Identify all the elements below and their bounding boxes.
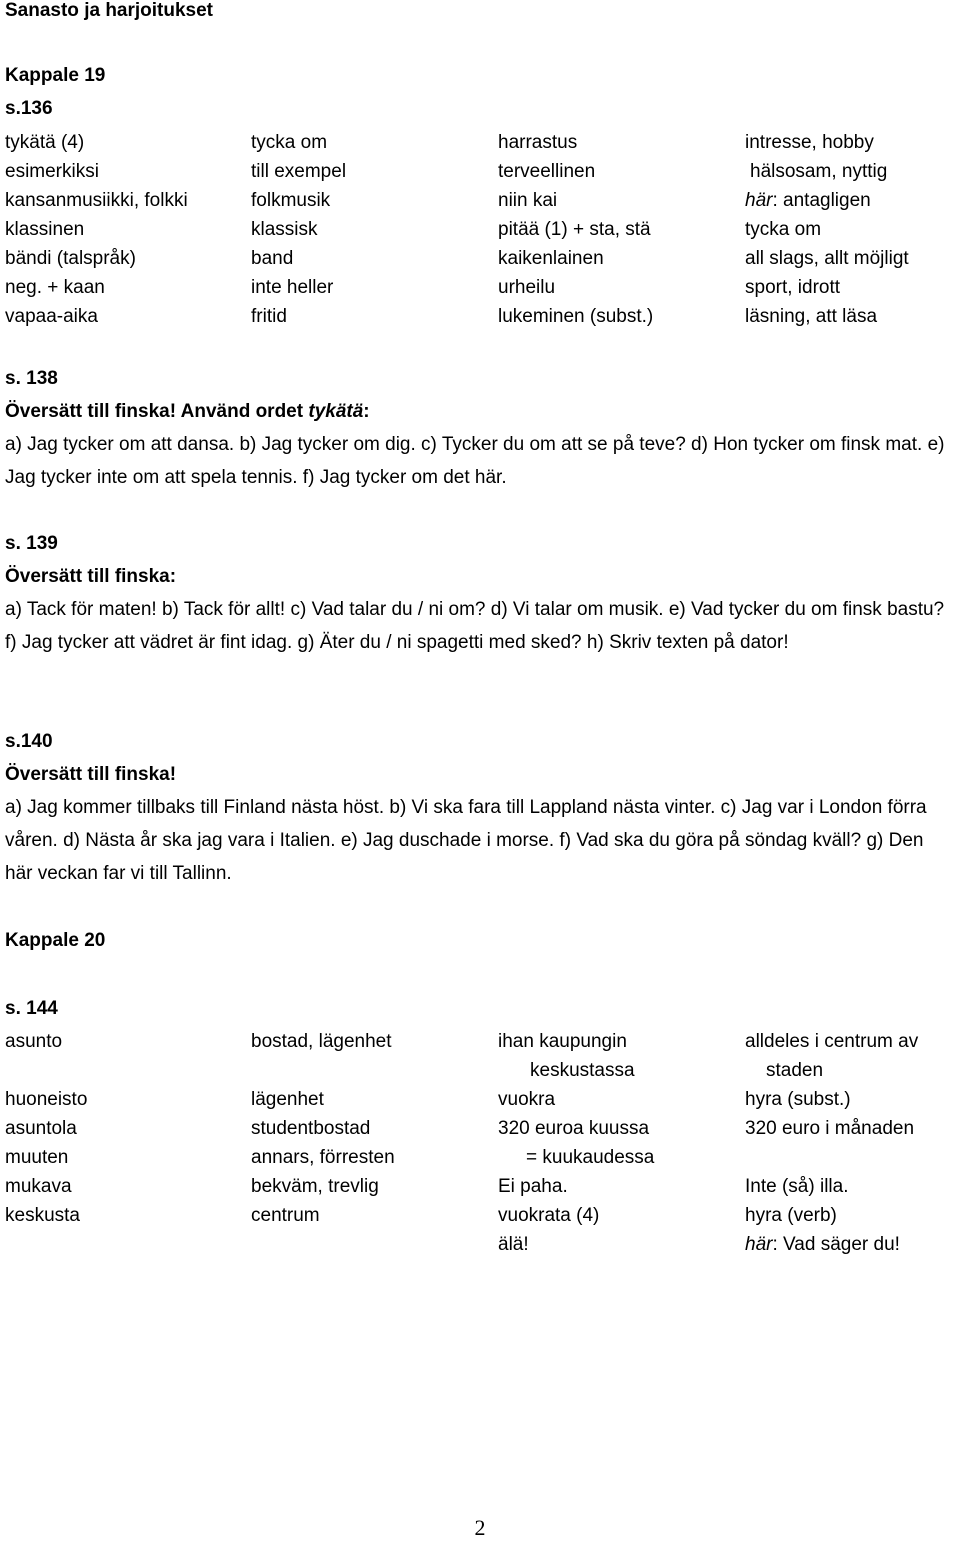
vocab-swedish: inte heller [251, 277, 334, 298]
vocab-finnish: tykätä (4) [5, 132, 85, 153]
vocab-finnish: lukeminen (subst.) [498, 306, 654, 327]
document-title: Sanasto ja harjoitukset [5, 0, 214, 21]
vocab-swedish: folkmusik [251, 190, 331, 211]
vocab-finnish: bändi (talspråk) [5, 248, 136, 269]
vocab-finnish: Ei paha. [498, 1176, 568, 1197]
vocab-swedish: tycka om [745, 219, 822, 240]
instruction-text: Översätt till finska! Använd ordet [5, 401, 309, 422]
vocab-swedish: all slags, allt möjligt [745, 248, 909, 269]
vocab-swedish: hyra (subst.) [745, 1089, 851, 1110]
vocab-finnish: pitää (1) + sta, stä [498, 219, 651, 240]
vocab-swedish: annars, förresten [251, 1147, 395, 1168]
vocab-finnish: huoneisto [5, 1089, 88, 1110]
vocab-finnish: esimerkiksi [5, 161, 99, 182]
vocab-finnish: = kuukaudessa [526, 1147, 655, 1168]
chapter-20-heading: Kappale 20 [5, 930, 106, 951]
vocab-finnish: vapaa-aika [5, 306, 98, 327]
vocab-finnish: vuokra [498, 1089, 556, 1110]
vocab-finnish: neg. + kaan [5, 277, 105, 298]
vocab-swedish: fritid [251, 306, 287, 327]
vocab-swedish: band [251, 248, 294, 269]
page-ref-140: s.140 [5, 731, 53, 752]
vocab-swedish: intresse, hobby [745, 132, 874, 153]
page-ref-138: s. 138 [5, 368, 58, 389]
exercise-text: a) Jag kommer tillbaks till Finland nästa höst. b) Vi ska fara till Lappland nästa vinter. c) Jag var i London förra våren. d) Nästa år ska jag vara i Italien. e) Jag duschade i morse. f) Vad ska du göra på söndag kväll? g) Den här veckan far vi till Tallinn. [5, 797, 927, 884]
vocab-swedish: klassisk [251, 219, 318, 240]
italic-note-rest: : antagligen [772, 190, 871, 211]
exercise-instruction: Översätt till finska: [5, 566, 177, 587]
italic-note-rest: : Vad säger du! [772, 1234, 900, 1255]
exercise-text: a) Jag tycker om att dansa. b) Jag tycker om dig. c) Tycker du om att se på teve? d) Hon tycker om finsk mat. e) Jag tycker inte om att spela tennis. f) Jag tycker om det här. [5, 434, 945, 488]
vocab-swedish: hyra (verb) [745, 1205, 837, 1226]
vocab-finnish: muuten [5, 1147, 69, 1168]
page-ref-136: s.136 [5, 98, 53, 119]
vocab-swedish: hälsosam, nyttig [750, 161, 888, 182]
vocab-swedish [745, 190, 871, 212]
vocab-swedish: centrum [251, 1205, 320, 1226]
vocab-swedish: sport, idrott [745, 277, 841, 298]
vocab-finnish: kaikenlainen [498, 248, 604, 269]
page-number: 2 [474, 1515, 486, 1540]
chapter-19-heading: Kappale 19 [5, 65, 106, 86]
vocab-finnish: kansanmusiikki, folkki [5, 190, 188, 211]
vocab-swedish: tycka om [251, 132, 328, 153]
vocab-finnish: terveellinen [498, 161, 596, 182]
exercise-instruction [5, 401, 370, 423]
vocab-finnish: älä! [498, 1234, 529, 1255]
vocab-swedish: till exempel [251, 161, 347, 182]
vocab-finnish: urheilu [498, 277, 556, 298]
vocab-finnish: niin kai [498, 190, 558, 211]
vocab-finnish: harrastus [498, 132, 578, 153]
vocab-finnish: asunto [5, 1031, 63, 1052]
vocab-finnish: asuntola [5, 1118, 77, 1139]
italic-note: här [745, 190, 773, 211]
vocab-finnish: mukava [5, 1176, 72, 1197]
exercise-text: a) Tack för maten! b) Tack för allt! c) Vad talar du / ni om? d) Vi talar om musik. e) Vad tycker du om finsk bastu? f) Jag tycker att vädret är fint idag. g) Äter du / ni spagetti med sked? h) Skriv texten på dator! [5, 599, 945, 653]
instruction-end: : [363, 401, 370, 422]
vocab-swedish-cont: staden [766, 1060, 824, 1081]
vocab-swedish: 320 euro i månaden [745, 1118, 915, 1139]
instruction-word: tykätä [308, 401, 364, 422]
vocab-finnish: keskusta [5, 1205, 80, 1226]
italic-note: här [745, 1234, 773, 1255]
vocab-finnish: vuokrata (4) [498, 1205, 600, 1226]
vocab-swedish: bekväm, trevlig [251, 1176, 379, 1197]
vocab-swedish: alldeles i centrum av [745, 1031, 919, 1052]
vocab-finnish-cont: keskustassa [530, 1060, 635, 1081]
vocab-swedish: lägenhet [251, 1089, 324, 1110]
vocab-swedish: Inte (så) illa. [745, 1176, 849, 1197]
page-ref-139: s. 139 [5, 533, 58, 554]
vocab-swedish [745, 1234, 900, 1256]
vocab-swedish: bostad, lägenhet [251, 1031, 392, 1052]
vocab-finnish: klassinen [5, 219, 85, 240]
vocab-swedish: studentbostad [251, 1118, 371, 1139]
page-ref-144: s. 144 [5, 998, 58, 1019]
vocab-finnish: ihan kaupungin [498, 1031, 627, 1052]
vocab-finnish: 320 euroa kuussa [498, 1118, 650, 1139]
vocab-swedish: läsning, att läsa [745, 306, 878, 327]
exercise-instruction: Översätt till finska! [5, 764, 177, 785]
